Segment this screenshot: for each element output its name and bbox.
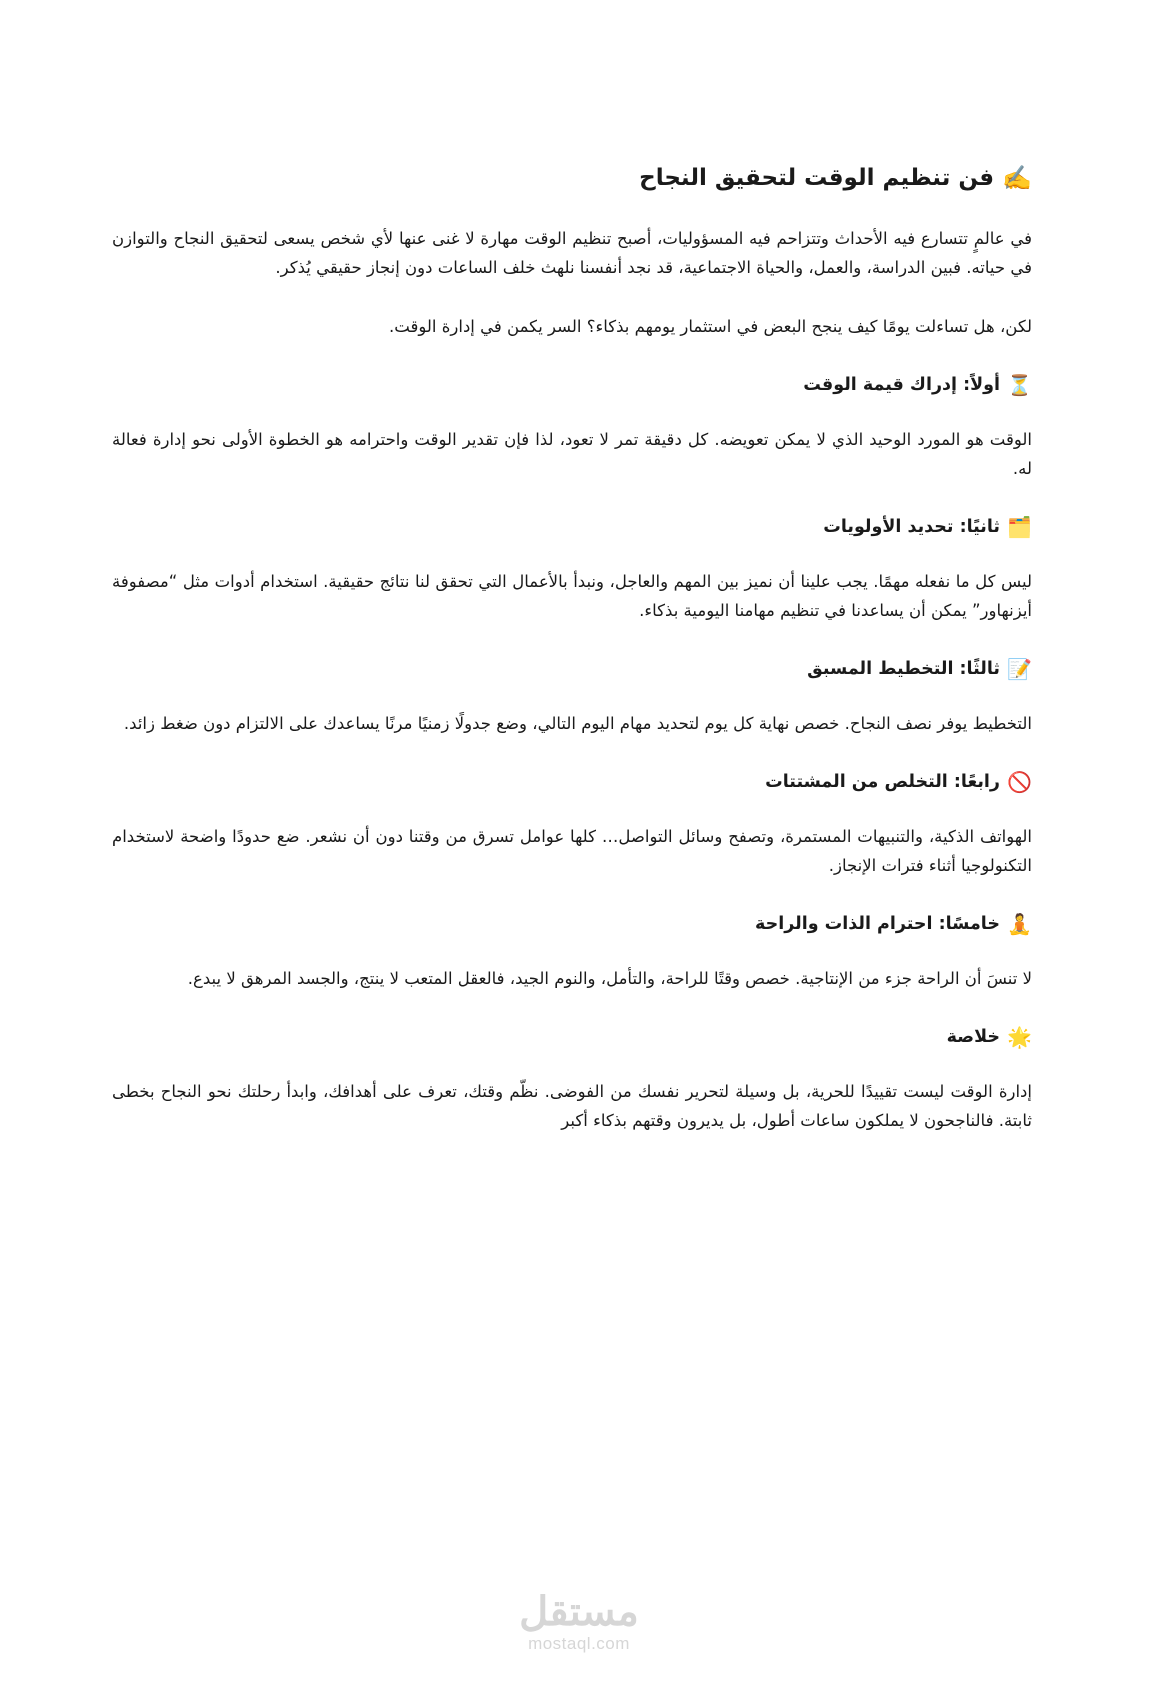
watermark-latin: mostaql.com — [528, 1634, 630, 1653]
section-body: الوقت هو المورد الوحيد الذي لا يمكن تعويضه. كل دقيقة تمر لا تعود، لذا فإن تقدير الوقت واحترامه هو الخطوة الأولى نحو إدارة فعالة له. — [112, 430, 1032, 478]
section-heading — [112, 371, 1032, 399]
document-body — [112, 162, 1032, 1165]
section-body: لا تنسَ أن الراحة جزء من الإنتاجية. خصص وقتًا للراحة، والتأمل، والنوم الجيد، فالعقل المتعب لا ينتج، والجسد المرهق لا يبدع. — [187, 969, 1032, 988]
section-heading-text: أولاً: إدراك قيمة الوقت — [803, 375, 1000, 395]
section-heading — [112, 513, 1032, 541]
section-heading — [112, 768, 1032, 796]
writing-hand-icon: ✍️ — [1002, 164, 1032, 192]
section-body: ليس كل ما نفعله مهمًا. يجب علينا أن نميز بين المهم والعاجل، ونبدأ بالأعمال التي تحقق لنا نتائج حقيقية. استخدام أدوات مثل “مصفوفة أيزنهاور” يمكن أن يساعدنا في تنظيم مهامنا اليومية بذكاء. — [112, 572, 1032, 620]
document-title-text: فن تنظيم الوقت لتحقيق النجاح — [639, 165, 995, 191]
section-body: إدارة الوقت ليست تقييدًا للحرية، بل وسيلة لتحرير نفسك من الفوضى. نظّم وقتك، تعرف على أهدافك، وابدأ رحلتك نحو النجاح بخطى ثابتة. فالناجحون لا يملكون ساعات أطول، بل يديرون وقتهم بذكاء أكبر — [112, 1082, 1032, 1130]
mostaql-watermark — [0, 1590, 1158, 1654]
prohibited-icon: 🚫 — [1007, 770, 1032, 794]
section-heading — [112, 1023, 1032, 1051]
section-heading-text: رابعًا: التخلص من المشتتات — [765, 772, 1000, 792]
section-time-value — [112, 371, 1032, 483]
section-body: الهواتف الذكية، والتنبيهات المستمرة، وتصفح وسائل التواصل… كلها عوامل تسرق من وقتنا دون أن نشعر. ضع حدودًا واضحة لاستخدام التكنولوجيا أثناء فترات الإنجاز. — [112, 827, 1032, 875]
intro-question: لكن، هل تساءلت يومًا كيف ينجح البعض في استثمار يومهم بذكاء؟ السر يكمن في إدارة الوقت. — [389, 317, 1032, 336]
star-icon: 🌟 — [1007, 1025, 1032, 1049]
section-rest — [112, 910, 1032, 993]
section-distractions — [112, 768, 1032, 880]
section-heading — [112, 655, 1032, 683]
section-summary — [112, 1023, 1032, 1135]
memo-icon: 📝 — [1007, 657, 1032, 681]
intro-paragraph: في عالمٍ تتسارع فيه الأحداث وتتزاحم فيه المسؤوليات، أصبح تنظيم الوقت مهارة لا غنى عنها لأي شخص يسعى لتحقيق النجاح والتوازن في حياته. فبين الدراسة، والعمل، والحياة الاجتماعية، قد نجد أنفسنا نلهث خلف الساعات دون إنجاز حقيقي يُذكر. — [112, 229, 1032, 277]
section-heading-text: خامسًا: احترام الذات والراحة — [755, 914, 1000, 934]
section-heading — [112, 910, 1032, 938]
meditation-icon: 🧘 — [1007, 912, 1032, 936]
section-body: التخطيط يوفر نصف النجاح. خصص نهاية كل يوم لتحديد مهام اليوم التالي، وضع جدولًا زمنيًا مرنًا يساعدك على الالتزام دون ضغط زائد. — [123, 714, 1032, 733]
document-title — [112, 162, 1032, 194]
section-planning — [112, 655, 1032, 738]
folder-icon: 🗂️ — [1007, 515, 1032, 539]
section-heading-text: خلاصة — [946, 1027, 1000, 1047]
watermark-arabic: مستقل — [519, 1590, 639, 1634]
hourglass-icon: ⏳ — [1007, 373, 1032, 397]
section-heading-text: ثانيًا: تحديد الأولويات — [823, 517, 1000, 537]
section-heading-text: ثالثًا: التخطيط المسبق — [807, 659, 1000, 679]
section-priorities — [112, 513, 1032, 625]
